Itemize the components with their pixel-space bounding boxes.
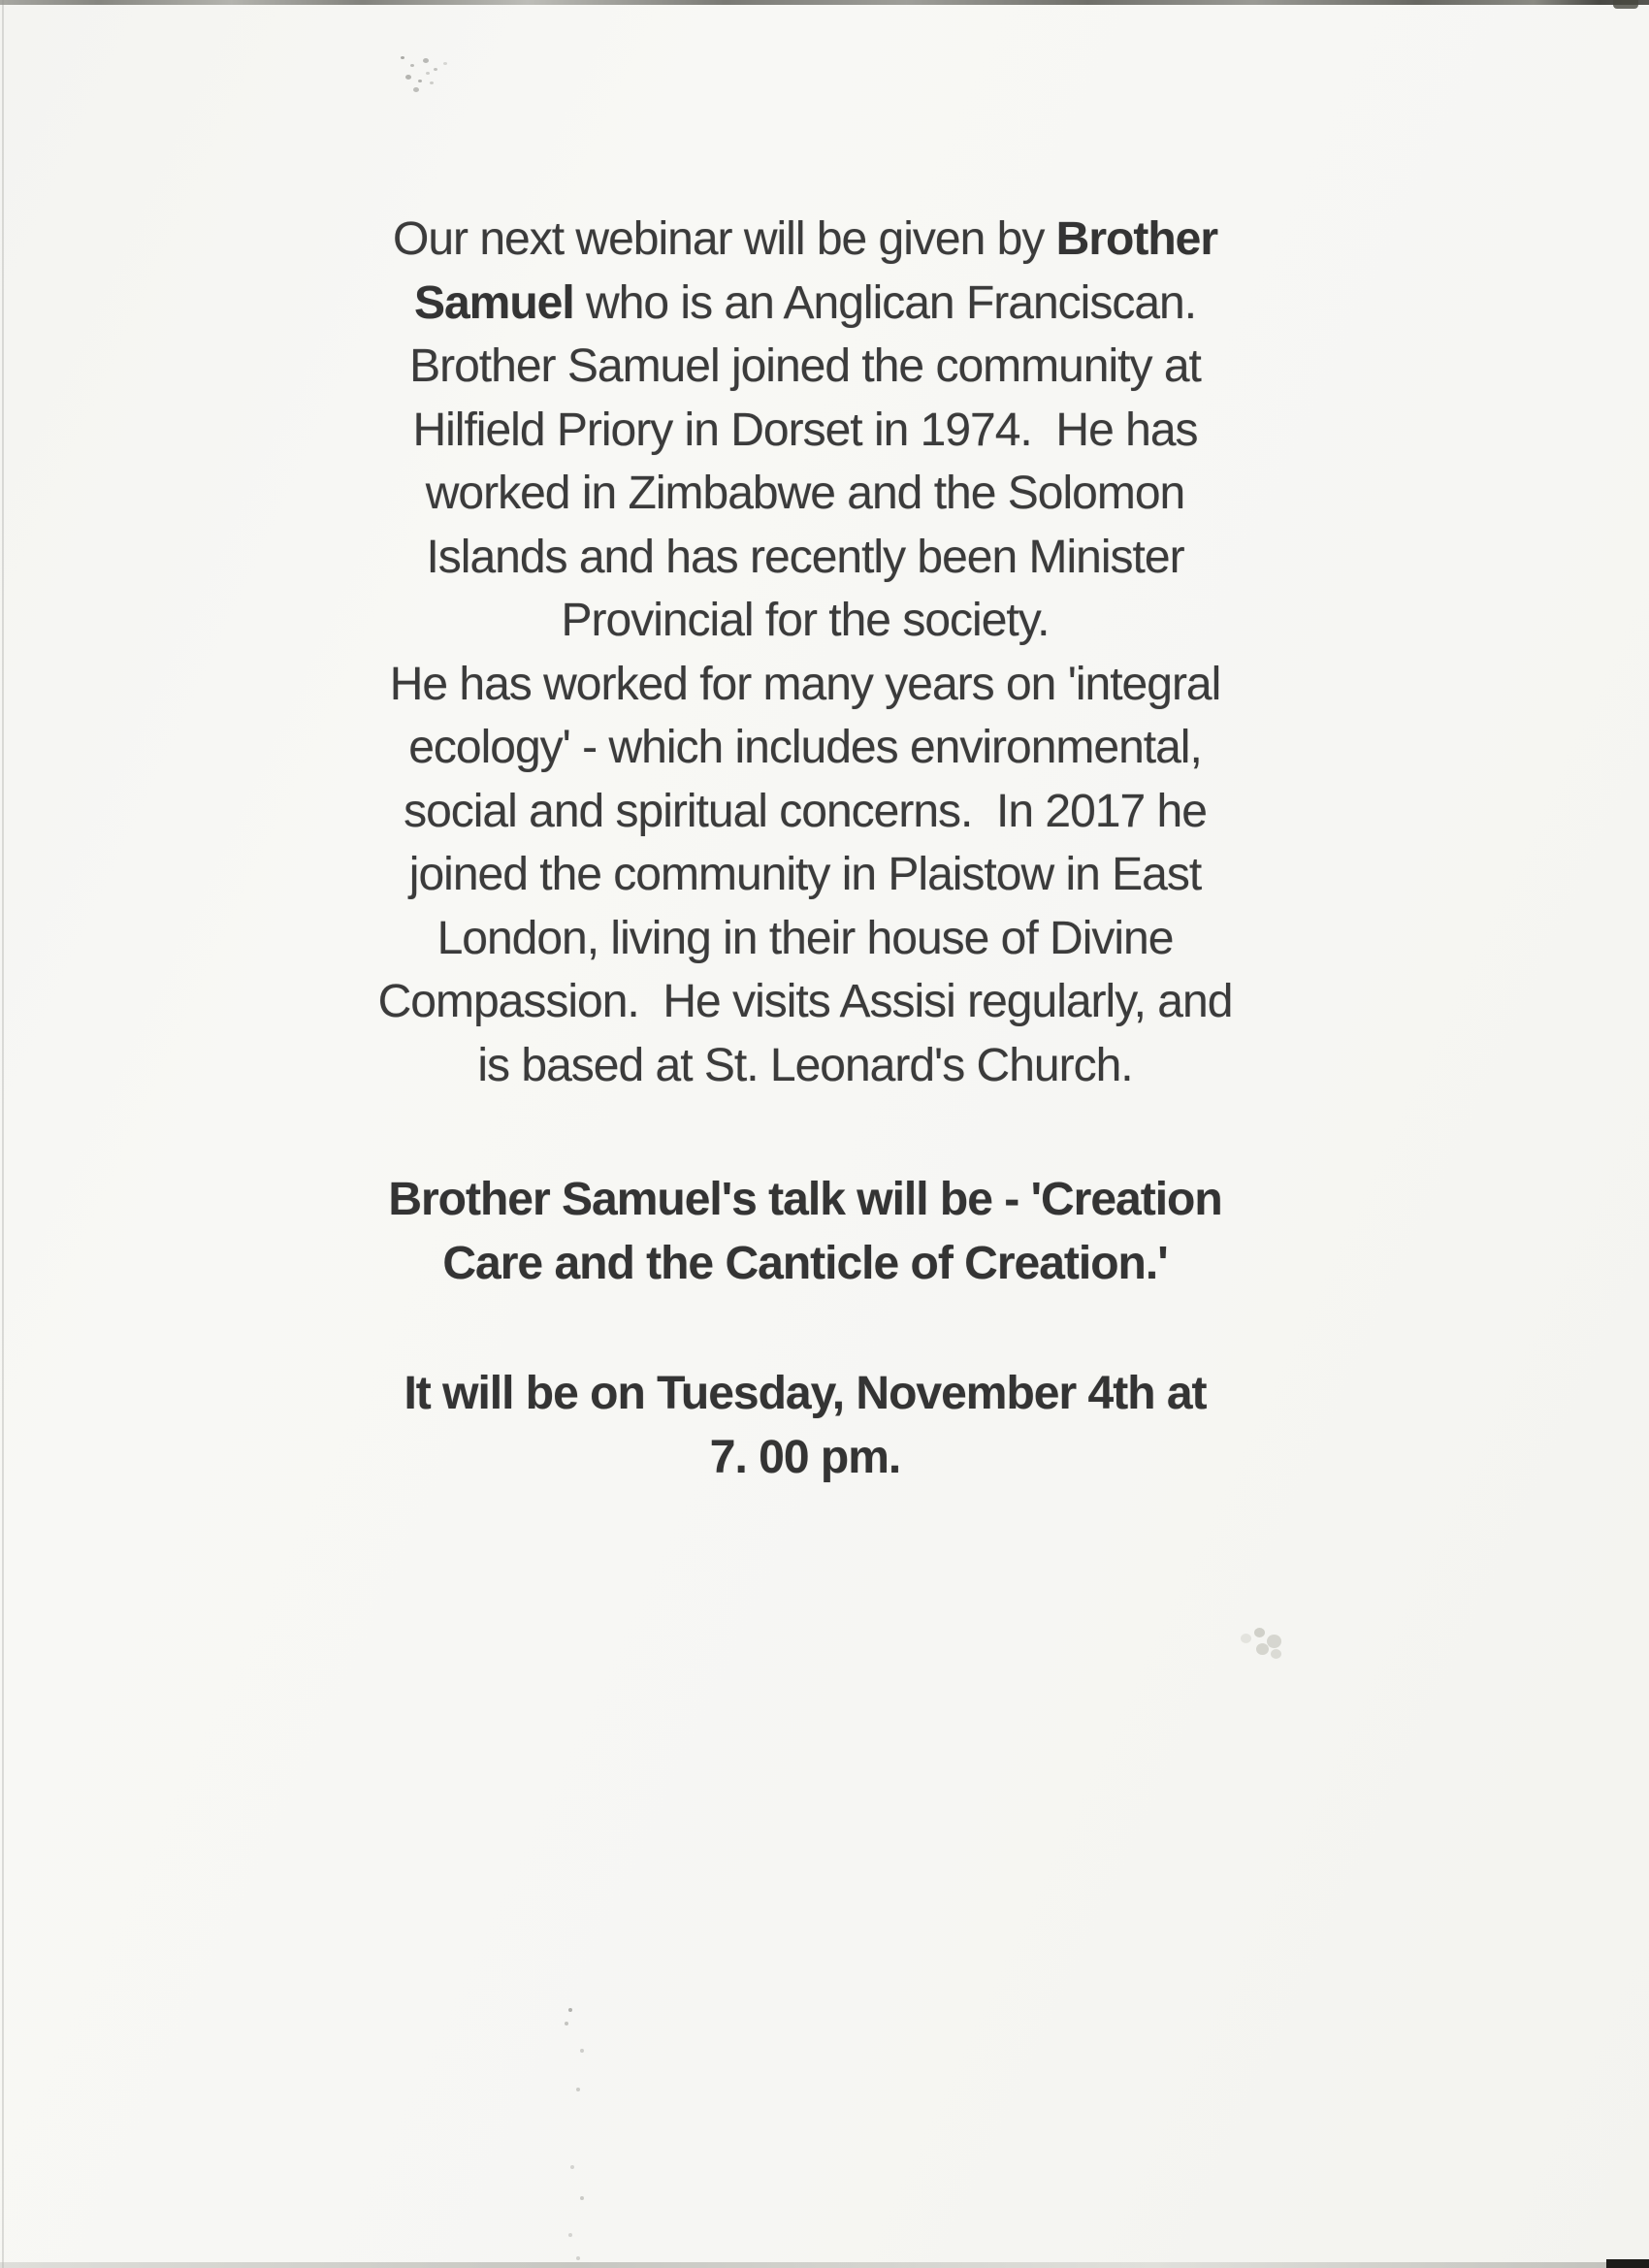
text-line xyxy=(272,399,1339,463)
text-run-bold: Care and the Canticle of Creation.' xyxy=(442,1237,1168,1289)
text-line xyxy=(272,907,1339,971)
text-run: Compassion. He visits Assisi regularly, and xyxy=(377,976,1233,1027)
text-run: Islands and has recently been Minister xyxy=(426,531,1184,583)
text-line xyxy=(272,1034,1339,1098)
text-line xyxy=(272,589,1339,653)
scan-smudge xyxy=(568,2008,572,2012)
text-run: He has worked for many years on 'integral xyxy=(389,658,1221,710)
text-run-bold: Samuel xyxy=(413,276,574,329)
scan-smudge xyxy=(401,56,404,59)
text-line xyxy=(272,970,1339,1034)
text-line xyxy=(272,208,1339,272)
text-line xyxy=(272,1232,1339,1296)
webinar-announcement xyxy=(272,208,1339,1489)
text-run: Brother Samuel joined the community at xyxy=(409,340,1201,392)
text-line xyxy=(272,843,1339,907)
scanner-corner-mark xyxy=(1606,2259,1649,2268)
scanner-edge-left xyxy=(2,0,4,2268)
text-run: worked in Zimbabwe and the Solomon xyxy=(425,468,1185,519)
text-line xyxy=(272,526,1339,590)
scanner-edge-artifact xyxy=(1613,0,1638,9)
text-run: is based at St. Leonard's Church. xyxy=(477,1039,1133,1091)
text-run: who is an Anglican Franciscan. xyxy=(573,276,1197,329)
text-run-bold: It will be on Tuesday, November 4th at xyxy=(404,1368,1207,1419)
text-line xyxy=(272,1168,1339,1232)
text-line xyxy=(272,1426,1339,1490)
text-run: joined the community in Plaistow in East xyxy=(408,849,1202,900)
scanner-edge-top xyxy=(0,0,1649,5)
speaker-bio-paragraph xyxy=(272,208,1339,1097)
text-run: London, living in their house of Divine xyxy=(436,912,1174,964)
text-line xyxy=(272,780,1339,844)
text-run: Our next webinar will be given by xyxy=(392,213,1056,265)
text-run-bold: Brother Samuel's talk will be - 'Creation xyxy=(388,1174,1222,1225)
text-run-bold: Brother xyxy=(1055,213,1218,265)
text-line xyxy=(272,653,1339,717)
scan-smudge xyxy=(1254,1628,1265,1637)
text-run: Provincial for the society. xyxy=(561,595,1050,646)
text-line xyxy=(272,335,1339,399)
scanner-edge-bottom xyxy=(0,2262,1649,2268)
date-time-paragraph xyxy=(272,1362,1339,1489)
text-line xyxy=(272,272,1339,336)
text-run: ecology' - which includes environmental, xyxy=(408,722,1202,773)
text-line xyxy=(272,1362,1339,1426)
text-run: social and spiritual concerns. In 2017 he xyxy=(404,785,1207,837)
text-run-bold: 7. 00 pm. xyxy=(709,1431,901,1483)
text-run: Hilfield Priory in Dorset in 1974. He has xyxy=(412,404,1198,456)
text-line xyxy=(272,716,1339,780)
text-line xyxy=(272,462,1339,526)
talk-title-paragraph xyxy=(272,1168,1339,1295)
